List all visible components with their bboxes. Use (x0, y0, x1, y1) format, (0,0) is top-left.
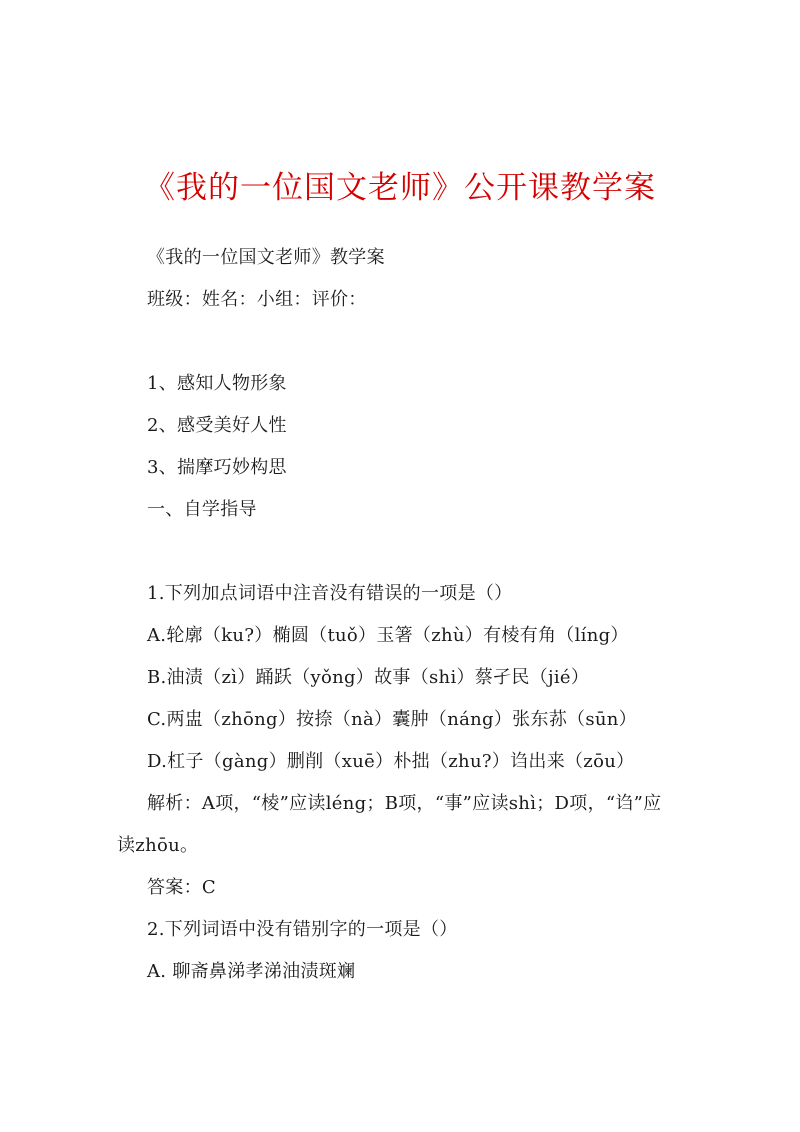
subtitle: 《我的一位国文老师》教学案 (147, 247, 385, 268)
section-heading: 一、自学指导 (147, 499, 257, 520)
question-1-option-a: A.轮廓（ku?）椭圆（tuǒ）玉箸（zhù）有棱有角（líng） (147, 625, 629, 646)
question-1-analysis: 解析：A项，“棱”应读léng；B项，“事”应读shì；D项，“诌”应 (147, 793, 662, 814)
question-1-option-d: D.杠子（gàng）删削（xuē）朴拙（zhu?）诌出来（zōu） (147, 751, 635, 772)
objective-2: 2、感受美好人性 (147, 415, 287, 436)
question-2: 2.下列词语中没有错别字的一项是（） (147, 919, 458, 940)
question-1-option-c: C.两盅（zhōng）按捺（nà）囊肿（náng）张东荪（sūn） (147, 709, 637, 730)
objective-3: 3、揣摩巧妙构思 (147, 457, 287, 478)
question-1: 1.下列加点词语中注音没有错误的一项是（） (147, 583, 513, 604)
question-2-option-a: A. 聊斋鼻涕孝涕油渍斑斓 (147, 961, 356, 982)
class-info-line: 班级：姓名：小组：评价： (147, 289, 367, 310)
objective-1: 1、感知人物形象 (147, 373, 287, 394)
question-1-option-b: B.油渍（zì）踊跃（yǒng）故事（shi）蔡孑民（jié） (147, 667, 590, 688)
document-title: 《我的一位国文老师》公开课教学案 (144, 170, 656, 206)
question-1-analysis-continued: 读zhōu。 (117, 835, 199, 856)
question-1-answer: 答案：C (147, 877, 216, 898)
